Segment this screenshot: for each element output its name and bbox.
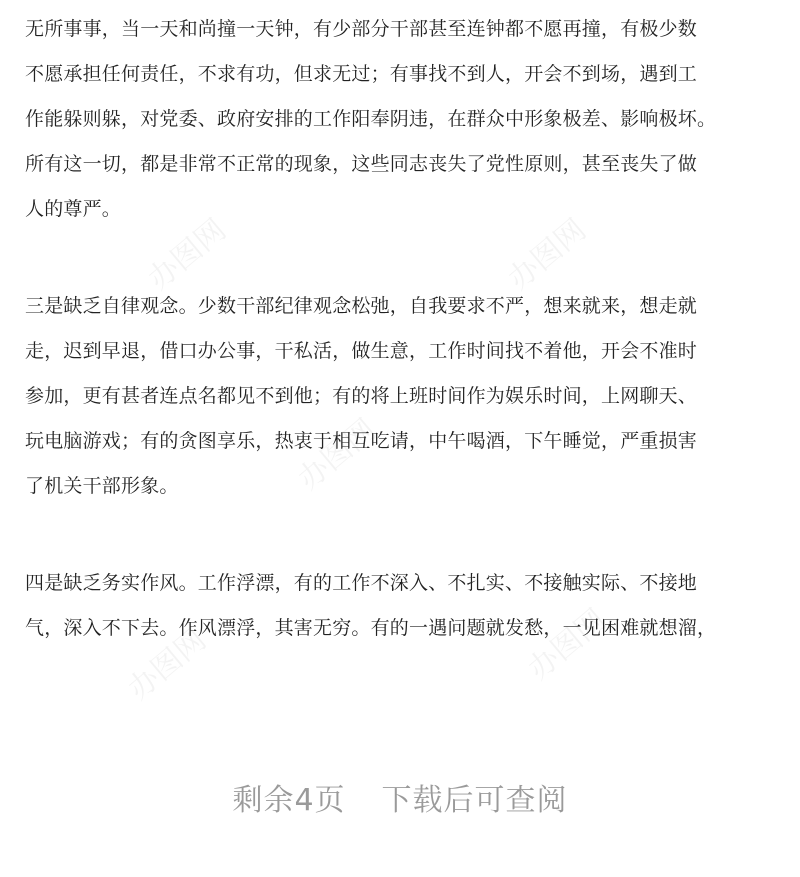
text-line: 玩电脑游戏；有的贪图享乐，热衷于相互吃请，中午喝酒，下午睡觉，严重损害 — [25, 430, 698, 452]
download-prompt[interactable] — [0, 775, 800, 819]
text-line: 人的尊严。 — [25, 198, 122, 220]
text-line: 参加，更有甚者连点名都见不到他；有的将上班时间作为娱乐时间，上网聊天、 — [25, 385, 698, 407]
text-line: 不愿承担任何责任，不求有功，但求无过；有事找不到人，开会不到场，遇到工 — [25, 63, 698, 85]
document-body — [25, 0, 785, 651]
text-line: 了机关干部形象。 — [25, 475, 179, 497]
download-to-view-link[interactable]: 下载后可查阅 — [381, 783, 568, 818]
text-line: 气，深入不下去。作风漂浮，其害无穷。有的一遇问题就发愁，一见困难就想溜， — [25, 617, 717, 639]
paragraph-2 — [25, 284, 785, 509]
text-line: 所有这一切，都是非常不正常的现象，这些同志丧失了党性原则，甚至丧失了做 — [25, 153, 698, 175]
text-line: 作能躲则躲，对党委、政府安排的工作阳奉阴违，在群众中形象极差、影响极坏。 — [25, 108, 717, 130]
text-line: 走，迟到早退，借口办公事，干私活，做生意，工作时间找不着他，开会不准时 — [25, 340, 698, 362]
text-line: 无所事事，当一天和尚撞一天钟，有少部分干部甚至连钟都不愿再撞，有极少数 — [25, 18, 698, 40]
paragraph-1 — [25, 7, 785, 232]
remaining-pages-label: 剩余4页 — [232, 783, 346, 818]
paragraph-3 — [25, 561, 785, 651]
text-line: 三是缺乏自律观念。少数干部纪律观念松弛，自我要求不严，想来就来，想走就 — [25, 295, 698, 317]
text-line: 四是缺乏务实作风。工作浮漂，有的工作不深入、不扎实、不接触实际、不接地 — [25, 572, 698, 594]
